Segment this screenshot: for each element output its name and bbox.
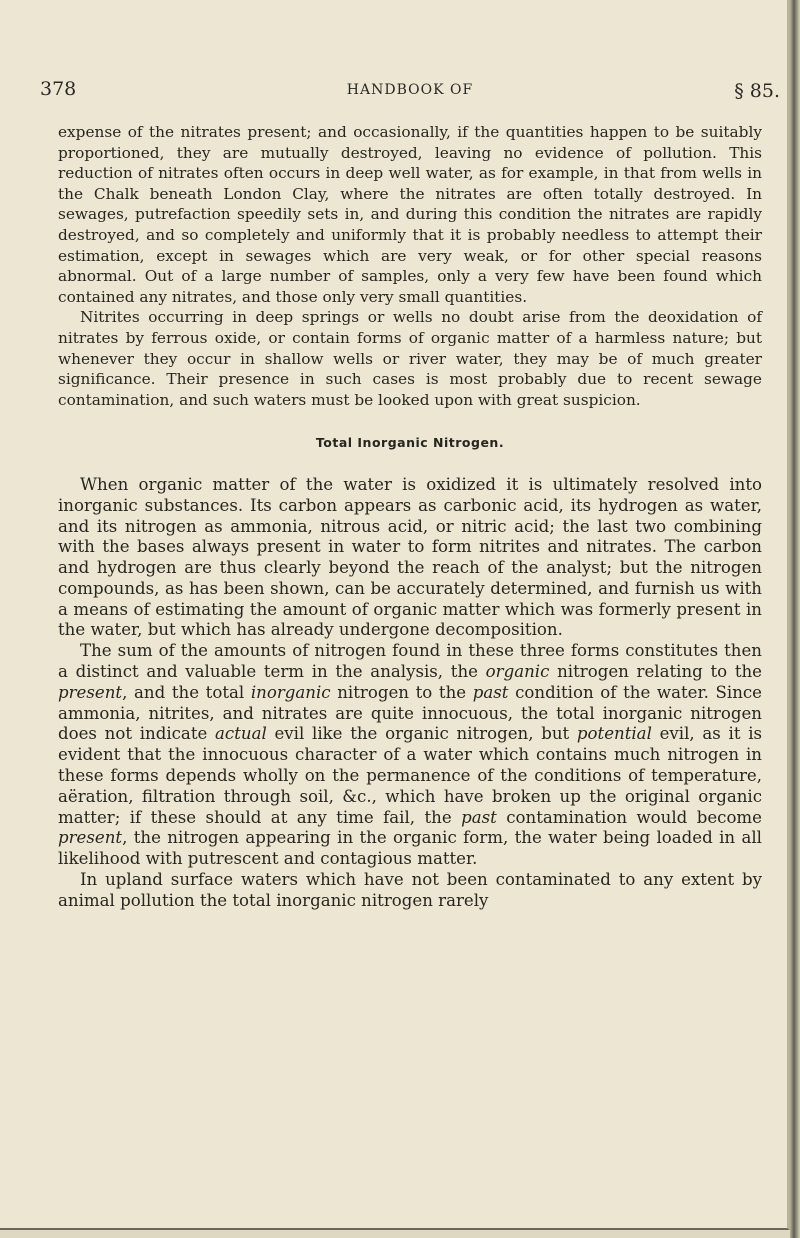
page-body	[58, 122, 762, 912]
italic-potential: potential	[576, 724, 652, 744]
section-body	[58, 475, 762, 912]
paragraph-nitrites: Nitrites occurring in deep springs or wells no doubt arise from the deoxidation of nitrates by ferrous oxide, or contain forms of organic matter of a harmless nature; but whenever they occur in shallow wells or river water, they may be of much greater significance. Their presence in such cases is most probably due to recent sewage contamination, and such waters must be looked upon with great suspicion.	[58, 308, 762, 409]
page-number: 378	[40, 78, 77, 100]
italic-past: past	[472, 682, 509, 702]
book-spine-edge	[790, 0, 800, 1238]
italic-actual: actual	[215, 724, 267, 744]
paragraph-upland-waters: In upland surface waters which have not been contaminated to any extent by animal pollution the total inorganic nitrogen rarely	[58, 870, 762, 910]
italic-inorganic: inorganic	[250, 682, 331, 702]
italic-past-2: past	[461, 807, 497, 827]
paragraph-sum-of-nitrogen: The sum of the amounts of nitrogen found in these three forms constitutes then a distinct and valuable term in the analysis, the organic nitrogen relating to the present, and the total inorganic nitrogen to the past condition of the water. Since ammonia, nitrites, and nitrates are quite innocuous, the total inorganic nitrogen does not indicate actual evil like the organic nitrogen, but potential evil, as it is evident that the innocuous character of a water which contains much nitrogen in these forms depends wholly on the permanence of the conditions of temperature, aëration, filtration through soil, &c., which have broken up the original organic matter; if these should at any time fail, the past contamination would become present, the nitrogen appearing in the organic form, the water being loaded in all likelihood with putrescent and contagious matter.	[58, 641, 763, 869]
italic-organic: organic	[485, 662, 550, 682]
running-title: HANDBOOK OF	[346, 82, 474, 98]
paragraph-continued: expense of the nitrates present; and occasionally, if the quantities happen to be suitably proportioned, they are mutually destroyed, leaving no evidence of pollution. This reduction of nitrates often occurs in deep well water, as for example, in that from wells in the Chalk beneath London Clay, where the nitrates are often totally destroyed. In sewages, putrefaction speedily sets in, and during this condition the nitrates are rapidly destroyed, and so completely and uniformly that it is probably needless to attempt their estimation, except in sewages which are very weak, or for other special reasons abnormal. Out of a large number of samples, only a very few have been found which contained any nitrates, and those only very small quantities.	[58, 123, 762, 306]
italic-present-2: present	[58, 828, 123, 848]
section-heading: Total Inorganic Nitrogen.	[315, 435, 505, 451]
italic-present: present	[58, 682, 123, 702]
section-number: § 85.	[734, 80, 780, 102]
page-header	[40, 78, 780, 106]
paragraph-oxidation: When organic matter of the water is oxidized it is ultimately resolved into inorganic substances. Its carbon appears as carbonic acid, its hydrogen as water, and its nitrogen as ammonia, nitrous acid, or nitric acid; the last two combining with the bases always present in water to form nitrites and nitrates. The carbon and hydrogen are thus clearly beyond the reach of the analyst; but the nitrogen compounds, as has been shown, can be accurately determined, and furnish us with a means of estimating the amount of organic matter which was formerly present in the water, but which has already undergone decomposition.	[58, 474, 762, 640]
